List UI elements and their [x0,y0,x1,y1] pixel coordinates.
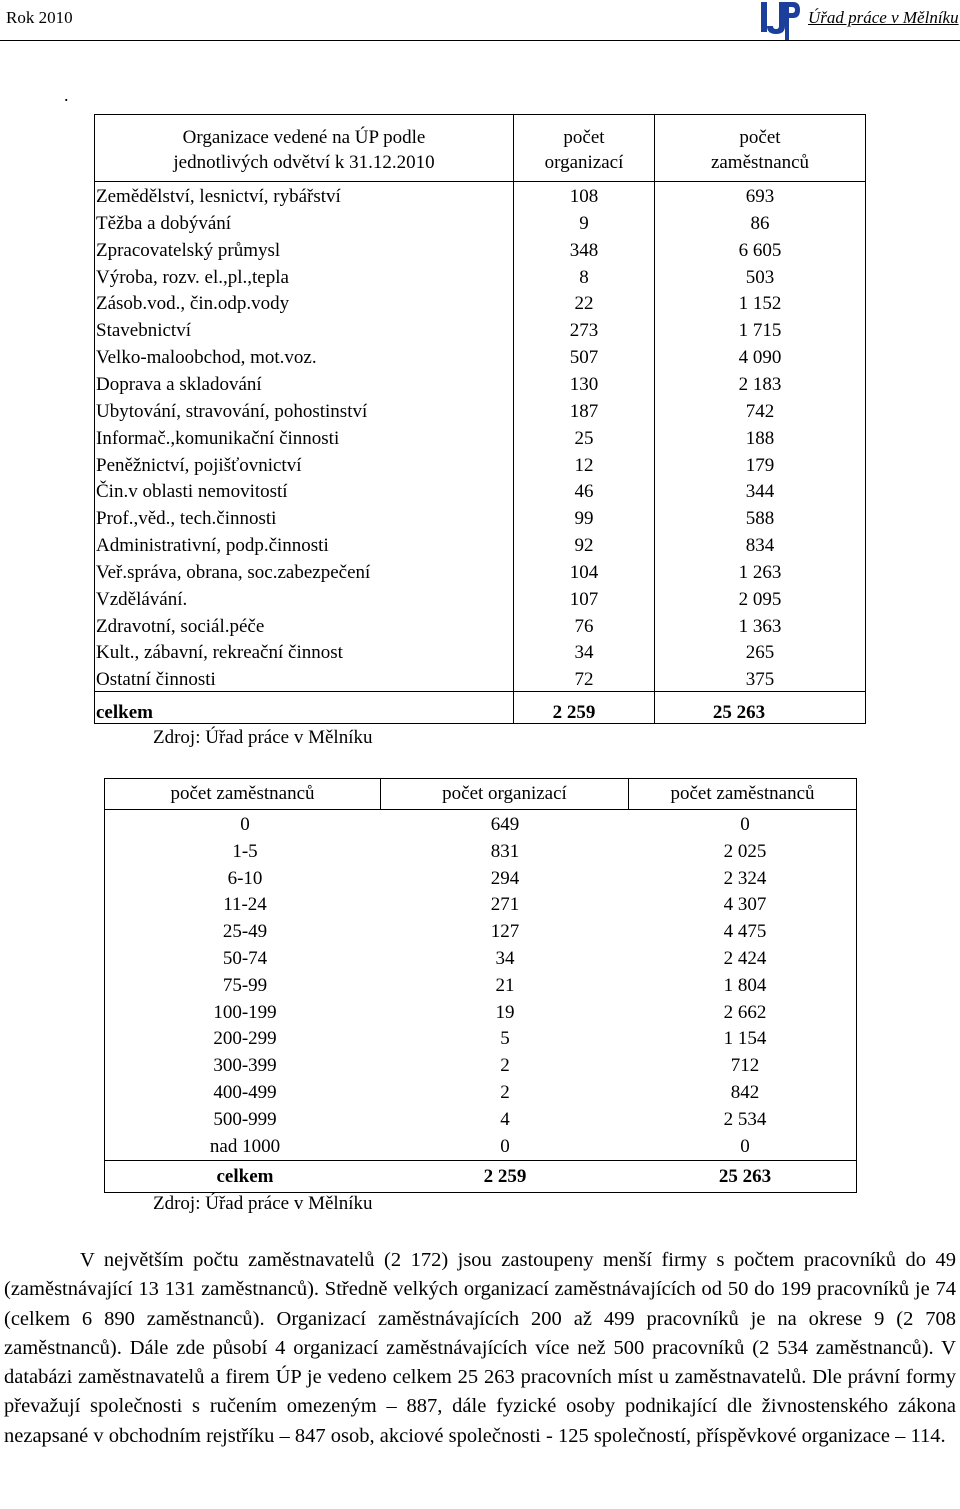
table-row [105,999,856,1026]
org-count: 4 [500,1108,510,1130]
total-label: celkem [96,702,153,723]
size-range: 6-10 [227,867,263,889]
table-row [95,290,865,317]
employee-count: 4 475 [723,921,767,943]
org-count: 76 [574,615,594,637]
table-row [105,891,856,918]
org-count: 271 [490,894,520,916]
sector-label: Těžba a dobývání [96,212,232,234]
sector-label: Velko-maloobchod, mot.voz. [96,347,317,369]
table-row [105,1052,856,1079]
employee-count: 179 [745,454,775,476]
org-count: 99 [574,508,594,530]
sector-label: Informač.,komunikační činnosti [96,427,340,449]
total-emp: 25 263 [712,702,766,723]
sector-label: Peněžnictví, pojišťovnictví [96,454,302,476]
employee-count: 2 534 [723,1108,767,1130]
employee-count-column-header [655,125,865,175]
org-count: 2 [500,1055,510,1077]
employee-count: 503 [745,266,775,288]
org-count: 107 [569,588,599,610]
employee-count: 1 804 [723,974,767,996]
summary-paragraph [4,1246,956,1451]
table-row [95,425,865,452]
org-count: 5 [500,1028,510,1050]
employee-count: 265 [745,642,775,664]
table-row [95,210,865,237]
table-row [95,264,865,291]
total-org: 2 259 [483,1166,527,1187]
org-count: 12 [574,454,594,476]
table-row [95,478,865,505]
table-row [95,586,865,613]
table-row [95,237,865,264]
total-org: 2 259 [552,702,596,723]
employee-count: 375 [745,669,775,691]
employee-count: 588 [745,508,775,530]
size-range: 200-299 [213,1028,277,1050]
total-row [95,699,865,726]
sector-column-header [95,125,513,175]
employee-count: 2 324 [723,867,767,889]
header-row-divider [95,181,865,182]
sector-label: Doprava a skladování [96,373,262,395]
table-row [95,666,865,693]
employee-count: 842 [730,1082,760,1103]
sector-header-line1: Organizace vedené na ÚP podle [182,127,426,148]
employee-count: 1 263 [738,561,782,583]
org-count: 8 [579,266,589,288]
sector-label: Vzdělávání. [96,588,188,610]
org-count: 507 [569,347,599,369]
up-logo-icon [758,0,802,40]
sector-label: Stavebnictví [96,320,191,342]
header-row-divider [105,809,856,810]
sector-header-line2: jednotlivých odvětví k 31.12.2010 [173,152,435,173]
employee-count: 344 [745,481,775,503]
table-row [105,838,856,865]
size-range: 0 [240,814,250,835]
sector-label: Prof.,věd., tech.činnosti [96,508,277,530]
table-row [95,452,865,479]
employee-count: 1 154 [723,1028,767,1050]
org-count: 19 [495,1001,515,1023]
org-count: 273 [569,320,599,342]
org-count: 0 [500,1135,510,1157]
org-count: 348 [569,239,599,261]
employee-count: 1 152 [738,293,782,315]
sector-label: Ubytování, stravování, pohostinství [96,400,368,422]
employee-count-column-header: počet zaměstnanců [670,783,815,804]
employee-count: 712 [730,1055,760,1077]
sector-label: Výroba, rozv. el.,pl.,tepla [96,266,289,288]
org-count: 2 [500,1082,510,1103]
size-range: 75-99 [222,974,268,996]
sector-label: Ostatní činnosti [96,669,216,691]
table-row [105,1133,856,1160]
org-count: 9 [579,212,589,234]
sector-table [94,114,866,724]
header-office-link[interactable]: Úřad práce v Mělníku [808,8,959,27]
size-range: nad 1000 [209,1135,281,1157]
table-row [105,1106,856,1133]
org-count: 294 [490,867,520,889]
employee-count: 188 [745,427,775,449]
employee-count: 693 [745,186,775,207]
employee-count: 834 [745,535,775,557]
sector-label: Kult., zábavní, rekreační činnost [96,642,343,664]
size-range: 50-74 [222,948,268,969]
total-label: celkem [216,1166,274,1187]
table-row [95,371,865,398]
org-count: 21 [495,974,515,996]
emp-header-line1: počet [739,127,781,148]
sector-label: Zásob.vod., čin.odp.vody [96,293,290,315]
table-row [95,613,865,640]
size-table [104,778,857,1193]
table-row [95,505,865,532]
sector-label: Zemědělství, lesnictví, rybářství [96,186,341,207]
stray-dot: . [64,85,69,105]
size-range: 1-5 [232,840,258,862]
header-year: Rok 2010 [6,8,73,27]
org-count: 130 [569,373,599,395]
employee-count: 4 090 [738,347,782,369]
table-row [95,344,865,371]
org-header-line2: organizací [544,152,624,173]
org-count: 25 [574,427,594,449]
table-row [95,317,865,344]
sector-label: Veř.správa, obrana, soc.zabezpečení [96,561,371,583]
org-header-line1: počet [563,127,605,148]
employee-count: 2 424 [723,948,767,969]
size-range: 11-24 [223,894,267,916]
table-row [95,398,865,425]
size-range: 100-199 [213,1001,277,1023]
table-row [105,865,856,892]
header-divider [0,40,960,41]
org-count: 72 [574,669,594,691]
table-row [105,811,856,838]
employee-count: 2 025 [723,840,767,862]
size-range: 500-999 [213,1108,277,1130]
employee-count: 1 715 [738,320,782,342]
table-row [105,918,856,945]
org-count: 831 [490,840,520,862]
emp-header-line2: zaměstnanců [710,152,810,173]
org-count: 104 [569,561,599,583]
org-count-column-header: počet organizací [442,783,567,804]
table-row [105,1025,856,1052]
employee-count: 86 [750,212,770,234]
summary-text: V největším počtu zaměstnavatelů (2 172) jsou zastoupeny menší firmy s počtem pracovníků do 49 (zaměstnávající 13 131 zaměstnanců). Středně velkých organizací zaměstnávajících od 50 do 199 pracovníků je 74 (celkem 6 890 zaměstnanců). Organizací zaměstnávajících 200 až 499 pracovníků je na okrese 9 (2 708 zaměstnanců). Dále zde působí 4 organizací zaměstnávajících více než 500 pracovníků (2 534 zaměstnanců). V databázi zaměstnavatelů a firem ÚP je vedeno celkem 25 263 pracovních míst u zaměstnavatelů. Dle právní formy převažují společnosti s ručením omezeným – 887, dále fyzické osoby podnikající dle živnostenského zákona nezapsané v obchodním rejstříku – 847 osob, akciové společnosti - 125 společností, příspěvkové organizace – 114. [4,1249,956,1447]
employee-count: 2 662 [723,1001,767,1023]
sector-label: Čin.v oblasti nemovitostí [96,481,288,503]
org-count: 34 [495,948,515,969]
total-row-divider [105,1160,856,1161]
org-count: 92 [574,535,594,557]
employee-count: 4 307 [723,894,767,916]
org-count: 22 [574,293,594,315]
size-range: 400-499 [213,1082,277,1103]
org-count-column-header [514,125,654,175]
employee-count: 6 605 [738,239,782,261]
org-count: 108 [569,186,599,207]
table-row [95,559,865,586]
table-row [95,183,865,210]
size-range: 300-399 [213,1055,277,1077]
employee-count: 2 183 [738,373,782,395]
sector-label: Zdravotní, sociál.péče [96,615,265,637]
size-range: 25-49 [222,921,268,943]
sector-label: Administrativní, podp.činnosti [96,535,329,557]
table-row [105,972,856,999]
table-row [95,639,865,666]
table-row [105,1079,856,1106]
source-note: Zdroj: Úřad práce v Mělníku [153,1193,373,1214]
source-note: Zdroj: Úřad práce v Mělníku [153,727,373,748]
org-count: 46 [574,481,594,503]
employee-count: 742 [745,400,775,422]
employee-count: 2 095 [738,588,782,610]
org-count: 34 [574,642,594,664]
table-row [105,945,856,972]
total-row [105,1163,856,1190]
size-column-header: počet zaměstnanců [170,783,315,804]
org-count: 127 [490,921,520,943]
org-count: 649 [490,814,520,835]
table-row [95,532,865,559]
total-emp: 25 263 [718,1166,772,1187]
employee-count: 0 [740,1135,750,1157]
employee-count: 0 [740,814,750,835]
employee-count: 1 363 [738,615,782,637]
org-count: 187 [569,400,599,422]
sector-label: Zpracovatelský průmysl [96,239,281,261]
